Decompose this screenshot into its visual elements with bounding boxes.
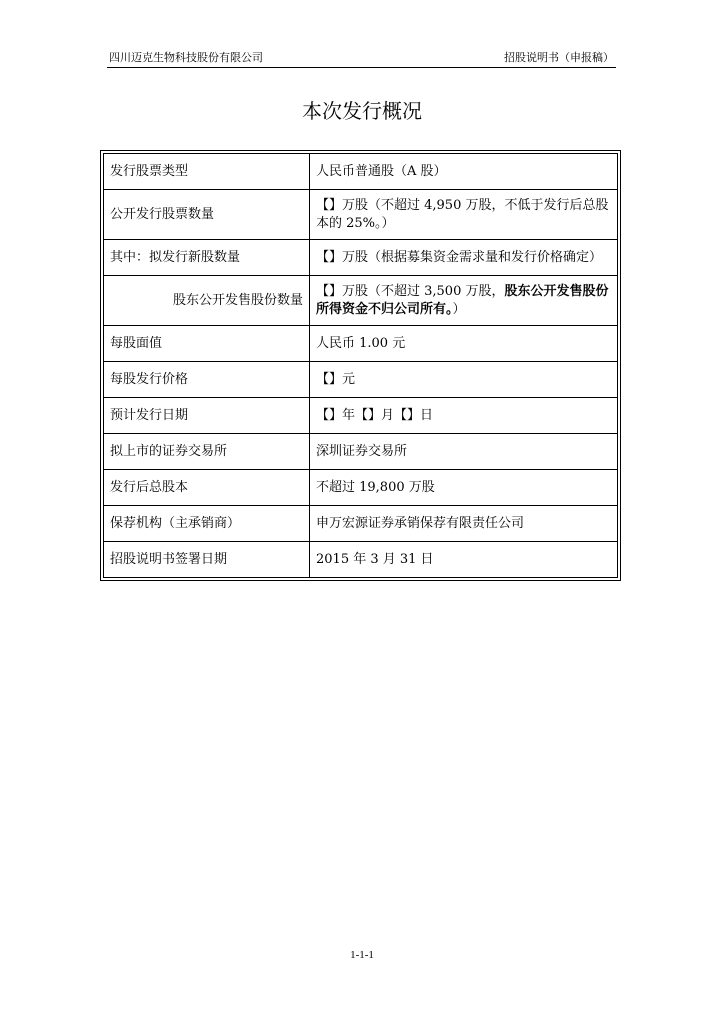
row-label: 保荐机构（主承销商）: [104, 506, 310, 542]
row-label: 预计发行日期: [104, 398, 310, 434]
table-row: [104, 240, 618, 276]
row-label: 每股面值: [104, 326, 310, 362]
row-value: 人民币普通股（A 股）: [310, 154, 618, 190]
row-value-bold: 股东公开发售股份所得资金不归公司所有。: [316, 283, 609, 317]
row-value: 【】万股（不超过 4,950 万股，不低于发行后总股本的 25%。）: [310, 190, 618, 240]
table-row: [104, 398, 618, 434]
table-row: [104, 470, 618, 506]
row-value: [310, 276, 618, 326]
row-value: 2015 年 3 月 31 日: [310, 542, 618, 578]
row-label: 招股说明书签署日期: [104, 542, 310, 578]
page-number: 1-1-1: [350, 949, 374, 961]
row-label: 发行股票类型: [104, 154, 310, 190]
table-row: [104, 506, 618, 542]
table-row: [104, 542, 618, 578]
company-name: 四川迈克生物科技股份有限公司: [109, 51, 263, 64]
offering-overview-table: [100, 150, 621, 581]
row-value: 【】元: [310, 362, 618, 398]
row-value-prefix: 【】万股（不超过 3,500 万股，: [316, 283, 505, 299]
row-value-suffix: ）: [452, 301, 466, 317]
table-row: [104, 190, 618, 240]
row-value: 【】万股（根据募集资金需求量和发行价格确定）: [310, 240, 618, 276]
row-label: 拟上市的证券交易所: [104, 434, 310, 470]
page-title: 本次发行概况: [302, 99, 422, 123]
row-value: 申万宏源证券承销保荐有限责任公司: [310, 506, 618, 542]
row-label: 其中：拟发行新股数量: [104, 240, 310, 276]
row-label: 股东公开发售股份数量: [104, 276, 310, 326]
table-row: [104, 326, 618, 362]
page-header: [107, 49, 616, 68]
row-label: 公开发行股票数量: [104, 190, 310, 240]
row-value: 人民币 1.00 元: [310, 326, 618, 362]
document-type: 招股说明书（申报稿）: [504, 51, 614, 64]
table-row: [104, 276, 618, 326]
row-label: 每股发行价格: [104, 362, 310, 398]
table-row: [104, 154, 618, 190]
row-value: 深圳证券交易所: [310, 434, 618, 470]
table-row: [104, 362, 618, 398]
row-label: 发行后总股本: [104, 470, 310, 506]
table-row: [104, 434, 618, 470]
row-value: 不超过 19,800 万股: [310, 470, 618, 506]
row-value: 【】年【】月【】日: [310, 398, 618, 434]
